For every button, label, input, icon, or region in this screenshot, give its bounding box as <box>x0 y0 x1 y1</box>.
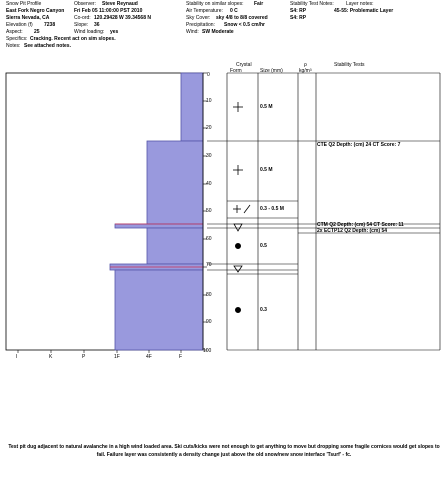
plus-icon <box>233 102 243 112</box>
hardness-layer-55-56 <box>115 224 203 228</box>
hardness-axis-ticks <box>18 350 181 353</box>
stability-similar-label: Stability on similar slopes: <box>186 1 244 7</box>
location-name: East Fork Negro Canyon <box>6 8 65 14</box>
wind-label: Wind: <box>186 29 199 35</box>
layer-notes-label: Layer notes: <box>346 1 374 7</box>
crystal-header: Crystal <box>236 62 252 68</box>
depth-label: 0 <box>207 72 210 78</box>
hardness-layer-56-70 <box>147 228 203 264</box>
depth-label: 10 <box>206 98 212 104</box>
rho-header: ρ <box>304 62 307 68</box>
stability-tests-header: Stability Tests <box>334 62 365 68</box>
hardness-label-4f: 4F <box>146 354 152 360</box>
stability-notes-label: Stability Test Notes: <box>290 1 334 7</box>
hardness-label-f: F <box>179 354 183 360</box>
crystal-size: 0.3 - 0.5 M <box>260 206 284 212</box>
plus-slash-icon <box>233 205 250 213</box>
aspect-label: Aspect: <box>6 29 23 35</box>
header-title: Snow Pit Profile <box>6 1 42 7</box>
region-name: Sierra Nevada, CA <box>6 15 50 21</box>
observer-value: Steve Reynaud <box>102 1 138 7</box>
stability-test-3: 2x ECTP12 Q2 Depth: (cm) 54 <box>317 228 388 234</box>
depth-label: 60 <box>206 236 212 242</box>
slope-value: 36 <box>94 22 100 28</box>
observer-label: Observer: <box>74 1 96 7</box>
rounded-grain-icon <box>235 243 240 248</box>
air-temp-value: 0 C <box>230 8 238 14</box>
hardness-layer-0-25 <box>181 73 203 141</box>
depth-label: 100 <box>203 348 212 354</box>
stability-test-2: CTM Q2 Depth: (cm) 54 CT Score: 11 <box>317 222 404 228</box>
aspect-value: 25 <box>34 29 40 35</box>
wind-loading-label: Wind loading: <box>74 29 105 35</box>
stability-test-1: CTE Q2 Depth: (cm) 24 CT Score: 7 <box>317 142 401 148</box>
air-temp-label: Air Temperature: <box>186 8 223 14</box>
depth-label: 80 <box>206 292 212 298</box>
precip-label: Precipitation: <box>186 22 215 28</box>
sky-cover-value: sky 4/8 to 8/8 covered <box>216 15 268 21</box>
sky-cover-label: Sky Cover: <box>186 15 211 21</box>
elevation-value: 7238 <box>44 22 56 28</box>
form-header: Form <box>230 68 242 74</box>
crystal-columns <box>207 73 440 350</box>
depth-label: 70 <box>206 262 212 268</box>
specifics-value: Cracking. Recent act on sim slopes. <box>30 36 116 42</box>
hardness-label-k: K <box>49 354 53 360</box>
depth-label: 20 <box>206 125 212 131</box>
hardness-label-p: P <box>82 354 86 360</box>
stability-note-2: S4: RP <box>290 15 307 21</box>
rho-unit-header: kg/m³ <box>299 68 312 74</box>
faceted-crystal-icon <box>234 224 242 231</box>
footer-note: Test pit dug adjacent to natural avalanche in a high wind loaded area. Ski cuts/kicks were not enough to get anything to move but dropping some fragile cornices would get slopes to fail. Failure layer was consistently a density change just above the old snow/new snow interface 'Tsurf' - fc. <box>8 444 440 458</box>
hardness-layer-72-100 <box>115 270 203 350</box>
observation-date: Fri Feb 05 11:00:00 PST 2010 <box>74 8 143 14</box>
depth-label: 90 <box>206 319 212 325</box>
size-header: Size (mm) <box>260 68 283 74</box>
crystal-size: 0.5 M <box>260 104 273 110</box>
rounded-grain-icon <box>235 307 240 312</box>
depth-label: 40 <box>206 181 212 187</box>
specifics-label: Specifics: <box>6 36 28 42</box>
crystal-size: 0.3 <box>260 307 267 313</box>
coord-value: 120.29428 W 39.34568 N <box>94 15 151 21</box>
precip-value: Snow < 0.5 cm/hr <box>224 22 265 28</box>
notes-label: Notes: <box>6 43 21 49</box>
coord-label: Co-ord: <box>74 15 91 21</box>
hardness-label-1f: 1F <box>114 354 120 360</box>
faceted-crystal-icon <box>234 266 242 272</box>
crystal-size: 0.5 M <box>260 167 273 173</box>
depth-label: 50 <box>206 208 212 214</box>
plus-icon <box>233 165 243 175</box>
hardness-label-i: I <box>16 354 18 360</box>
elevation-label: Elevation (f) <box>6 22 33 28</box>
wind-value: SW Moderate <box>202 29 234 35</box>
crystal-form-symbols <box>233 102 250 313</box>
hardness-layer-25-55 <box>147 141 203 224</box>
slope-label: Slope: <box>74 22 89 28</box>
layer-note-1: 45-55: Problematic Layer <box>334 8 394 14</box>
notes-value: See attached notes. <box>24 43 71 49</box>
crystal-size: 0.5 <box>260 243 267 249</box>
stability-similar-value: Fair <box>254 1 264 7</box>
stability-note-1: S4: RP <box>290 8 307 14</box>
depth-label: 30 <box>206 153 212 159</box>
wind-loading-value: yes <box>110 29 119 35</box>
